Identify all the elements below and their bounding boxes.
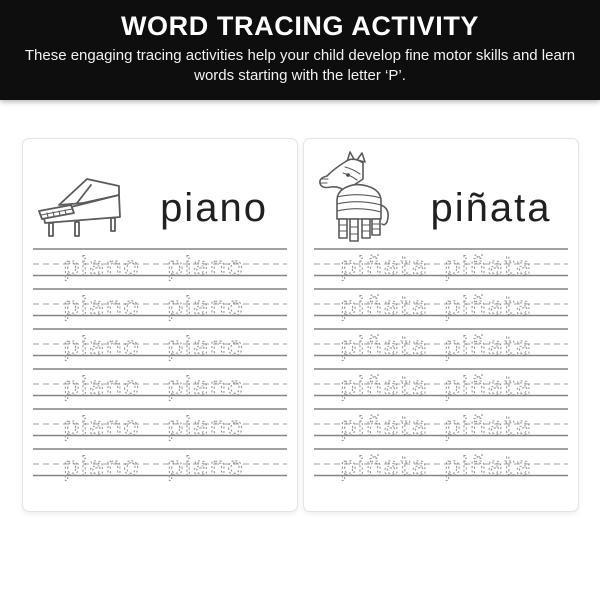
trace-word: piñata xyxy=(444,252,533,282)
trace-word: piñata xyxy=(340,452,429,482)
trace-word: piñata xyxy=(444,332,533,362)
trace-row xyxy=(314,288,568,328)
trace-row xyxy=(33,448,287,488)
trace-word: piñata xyxy=(340,292,429,322)
trace-row xyxy=(33,248,287,288)
trace-row xyxy=(33,408,287,448)
header-banner xyxy=(0,0,600,100)
trace-word: piano xyxy=(167,332,245,362)
trace-row xyxy=(314,248,568,288)
panel-head xyxy=(304,139,578,247)
trace-word: piano xyxy=(63,292,141,322)
trace-word: piñata xyxy=(340,252,429,282)
trace-word: piano xyxy=(167,252,245,282)
trace-word: piñata xyxy=(340,412,429,442)
word-label: piñata xyxy=(430,186,552,230)
trace-word: piano xyxy=(167,412,245,442)
subtitle-line-2: words starting with the letter ‘P’. xyxy=(194,67,406,85)
trace-word: piano xyxy=(167,372,245,402)
trace-word: piano xyxy=(63,372,141,402)
worksheet-panel-piano xyxy=(22,138,298,512)
trace-word: piñata xyxy=(444,412,533,442)
trace-word: piano xyxy=(167,452,245,482)
trace-word: piñata xyxy=(444,452,533,482)
trace-row xyxy=(33,328,287,368)
grand-piano-icon xyxy=(23,173,131,241)
trace-word: piñata xyxy=(340,332,429,362)
worksheet-panel-pinata xyxy=(303,138,579,512)
trace-word: piano xyxy=(63,452,141,482)
trace-word: piñata xyxy=(340,372,429,402)
trace-row xyxy=(314,448,568,488)
trace-row xyxy=(314,328,568,368)
pinata-icon xyxy=(304,149,404,243)
word-label: piano xyxy=(160,186,268,230)
trace-row xyxy=(314,368,568,408)
trace-row xyxy=(33,288,287,328)
trace-word: piñata xyxy=(444,292,533,322)
trace-word: piano xyxy=(167,292,245,322)
trace-rows xyxy=(314,248,568,488)
trace-word: piano xyxy=(63,252,141,282)
page-title: WORD TRACING ACTIVITY xyxy=(120,11,480,41)
trace-rows xyxy=(33,248,287,488)
trace-row xyxy=(314,408,568,448)
trace-word: piano xyxy=(63,332,141,362)
page-subtitle xyxy=(0,46,600,87)
panel-head xyxy=(23,139,297,247)
trace-row xyxy=(33,368,287,408)
trace-word: piñata xyxy=(444,372,533,402)
trace-word: piano xyxy=(63,412,141,442)
subtitle-line-1: These engaging tracing activities help your child develop fine motor skills and learn xyxy=(24,47,576,64)
